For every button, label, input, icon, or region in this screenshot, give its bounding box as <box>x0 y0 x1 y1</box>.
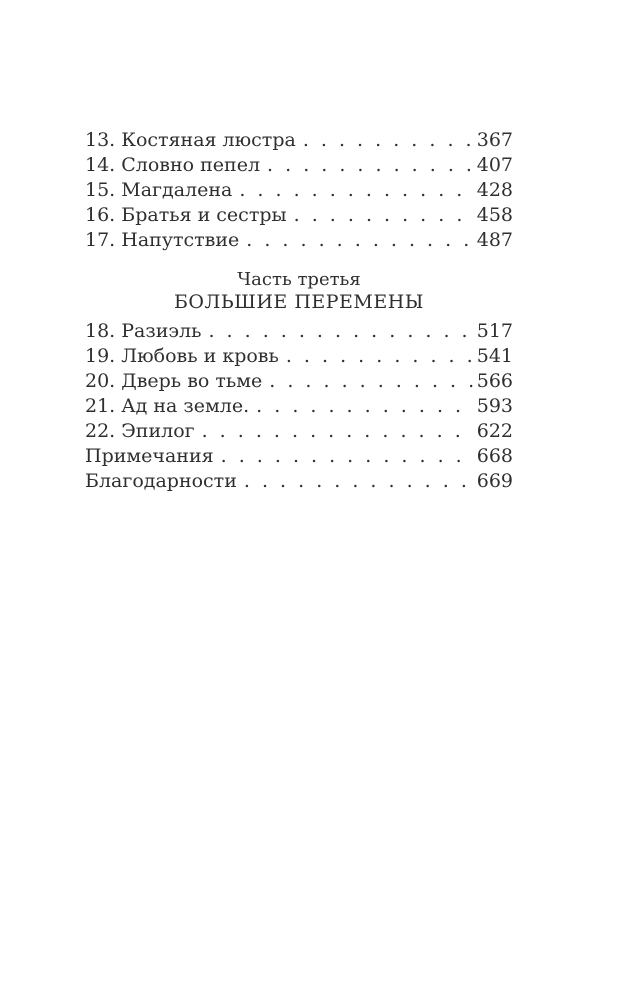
toc-entry-page: 668 <box>476 445 513 467</box>
toc-entry-label: 22. Эпилог <box>85 420 195 442</box>
toc-dot-leader <box>269 369 473 394</box>
toc-entry <box>85 228 513 253</box>
toc-entry-page: 669 <box>476 470 513 492</box>
toc-dot-leader <box>244 469 474 494</box>
toc-entry <box>85 469 513 494</box>
toc-entry-label: 14. Словно пепел <box>85 154 261 176</box>
toc-entry-page: 487 <box>476 229 513 251</box>
toc-entry <box>85 344 513 369</box>
toc-entry-label: Примечания <box>85 445 214 467</box>
toc-entry-label: 16. Братья и сестры <box>85 204 287 226</box>
part-heading-title: БОЛЬШИЕ ПЕРЕМЕНЫ <box>173 291 425 313</box>
toc-entry-label: 13. Костяная люстра <box>85 129 296 151</box>
toc-entry-label: 15. Магдалена <box>85 179 233 201</box>
toc-entry-page: 407 <box>476 154 513 176</box>
toc-dot-leader <box>294 203 474 228</box>
part-heading-label: Часть третья <box>237 269 361 290</box>
toc-entry-label: 20. Дверь во тьме <box>85 370 263 392</box>
toc-dot-leader <box>267 153 474 178</box>
toc-dot-leader <box>202 419 474 444</box>
toc-entry-label: Благодарности <box>85 470 237 492</box>
toc-entry-label: 18. Разиэль <box>85 320 202 342</box>
toc-dot-leader <box>246 228 473 253</box>
toc-entry <box>85 419 513 444</box>
toc-dot-leader <box>221 444 474 469</box>
toc-entry-page: 622 <box>476 420 513 442</box>
toc-entry-page: 517 <box>476 320 513 342</box>
toc-entry <box>85 153 513 178</box>
part-heading <box>85 268 513 314</box>
toc-entry-label: 17. Напутствие <box>85 229 240 251</box>
toc-entry-page: 428 <box>476 179 513 201</box>
toc-dot-leader <box>303 128 474 153</box>
toc-dot-leader <box>256 394 474 419</box>
toc-entry-page: 566 <box>476 370 513 392</box>
toc-entry <box>85 203 513 228</box>
toc-entry-label: 19. Любовь и кровь <box>85 345 279 367</box>
toc-entry-page: 458 <box>476 204 513 226</box>
toc-entry <box>85 394 513 419</box>
table-of-contents <box>85 128 513 494</box>
toc-entry-page: 541 <box>476 345 513 367</box>
toc-entry <box>85 128 513 153</box>
toc-dot-leader <box>239 178 473 203</box>
toc-dot-leader <box>208 319 473 344</box>
toc-dot-leader <box>286 344 474 369</box>
toc-entry-page: 593 <box>476 395 513 417</box>
toc-entry-page: 367 <box>476 129 513 151</box>
toc-entry-label: 21. Ад на земле. <box>85 395 250 417</box>
toc-entry <box>85 444 513 469</box>
toc-entry <box>85 178 513 203</box>
toc-entry <box>85 369 513 394</box>
toc-entry <box>85 319 513 344</box>
